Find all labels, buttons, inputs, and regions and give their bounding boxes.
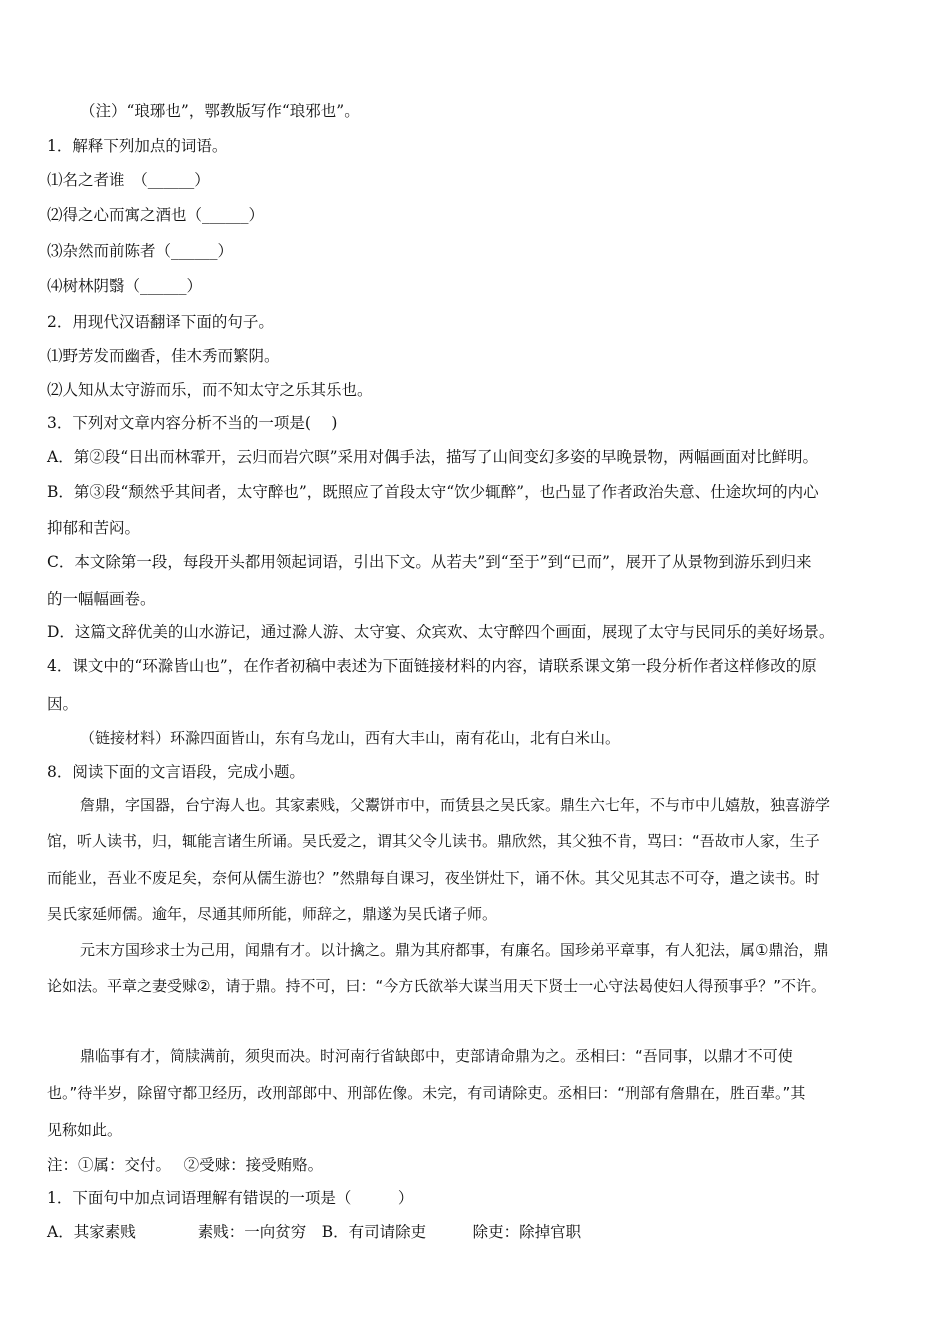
q1-item-3: ⑶杂然而前陈者（______） <box>47 242 234 260</box>
q3-option-a: A．第②段“日出而林霏开，云归而岩穴暝”采用对偶手法，描写了山间变幻多姿的早晚景物，两幅画面对比鲜明。 <box>47 448 819 466</box>
q4-link-material: （链接材料）环滁四面皆山，东有乌龙山，西有大丰山，南有花山，北有白米山。 <box>80 729 621 747</box>
q2-title: 2．用现代汉语翻译下面的句子。 <box>47 313 274 331</box>
top-note: （注）“琅琊也”，鄂教版写作“琅邪也”。 <box>80 102 360 120</box>
q1-item-4: ⑷树林阴翳（______） <box>47 277 203 295</box>
q2-item-2: ⑵人知从太守游而乐，而不知太守之乐其乐也。 <box>47 381 373 399</box>
q4-question-line1: 4．课文中的“环滁皆山也”，在作者初稿中表述为下面链接材料的内容，请联系课文第一段分析作者这样修改的原 <box>47 657 817 675</box>
passage-p1-line2: 馆，听人读书，归，辄能言诸生所诵。吴氏爱之，谓其父令儿读书。鼎欣然，其父独不肯，骂曰：“吾故市人家，生子 <box>47 832 820 850</box>
passage-p1-line4: 吴氏家延师儒。逾年，尽通其师所能，师辞之，鼎遂为吴氏诸子师。 <box>47 905 498 923</box>
passage-p3-line2: 也。”待半岁，除留守都卫经历，改刑部郎中、刑部佐像。未完，有司请除吏。丞相曰：“刑部有詹鼎在，胜百辈。”其 <box>47 1084 806 1102</box>
passage-p2-line2: 论如法。平章之妻受赇②，请于鼎。持不可，曰：“今方氏欲举大谋当用天下贤士一心守法曷使妇人得预事乎？”不许。 <box>47 977 826 995</box>
passage-p3-line1: 鼎临事有才，简牍满前，须臾而决。时河南行省缺郎中，吏部请命鼎为之。丞相曰：“吾同事，以鼎才不可使 <box>80 1047 793 1065</box>
q3-option-d: D．这篇文辞优美的山水游记，通过滁人游、太守宴、众宾欢、太守醉四个画面，展现了太守与民同乐的美好场景。 <box>47 623 835 641</box>
q3-option-c-line2: 的一幅幅画卷。 <box>47 590 156 608</box>
q1-item-2: ⑵得之心而寓之酒也（______） <box>47 206 265 224</box>
q3-option-b-line1: B．第③段“颓然乎其间者，太守醉也”，既照应了首段太守“饮少辄醉”，也凸显了作者政治失意、仕途坎坷的内心 <box>47 483 819 501</box>
q1-title: 1．解释下列加点的词语。 <box>47 137 228 155</box>
q2-item-1: ⑴野芳发而幽香，佳木秀而繁阴。 <box>47 347 280 365</box>
q8-sub1-title: 1．下面句中加点词语理解有错误的一项是（ ） <box>47 1189 414 1207</box>
q8-sub1-options: A．其家素贱 素贱：一向贫穷 B．有司请除吏 除吏：除掉官职 <box>47 1223 582 1241</box>
q3-option-c-line1: C．本文除第一段，每段开头都用领起词语，引出下文。从若夫”到“至于”到“已而”，展开了从景物到游乐到归来 <box>47 553 812 571</box>
passage-p3-line3: 见称如此。 <box>47 1121 123 1139</box>
q8-title: 8．阅读下面的文言语段，完成小题。 <box>47 763 305 781</box>
passage-p1-line3: 而能业，吾业不废足矣，奈何从儒生游也？”然鼎每自课习，夜坐饼灶下，诵不休。其父见其志不可夺，遣之读书。时 <box>47 869 820 887</box>
passage-p1-line1: 詹鼎，字国器，台宁海人也。其家素贱，父鬻饼市中，而赁县之吴氏家。鼎生六七年，不与市中儿嬉敖，独喜游学 <box>80 796 831 814</box>
q1-item-1: ⑴名之者谁 （______） <box>47 171 210 189</box>
passage-note: 注：①属：交付。 ②受赇：接受贿赂。 <box>47 1156 324 1174</box>
passage-p2-line1: 元末方国珍求士为己用，闻鼎有才。以计擒之。鼎为其府都事，有廉名。国珍弟平章事，有人犯法，属①鼎治，鼎 <box>80 941 829 959</box>
q4-question-line2: 因。 <box>47 695 79 713</box>
q3-title: 3．下列对文章内容分析不当的一项是( ) <box>47 414 338 432</box>
q3-option-b-line2: 抑郁和苦闷。 <box>47 519 141 537</box>
